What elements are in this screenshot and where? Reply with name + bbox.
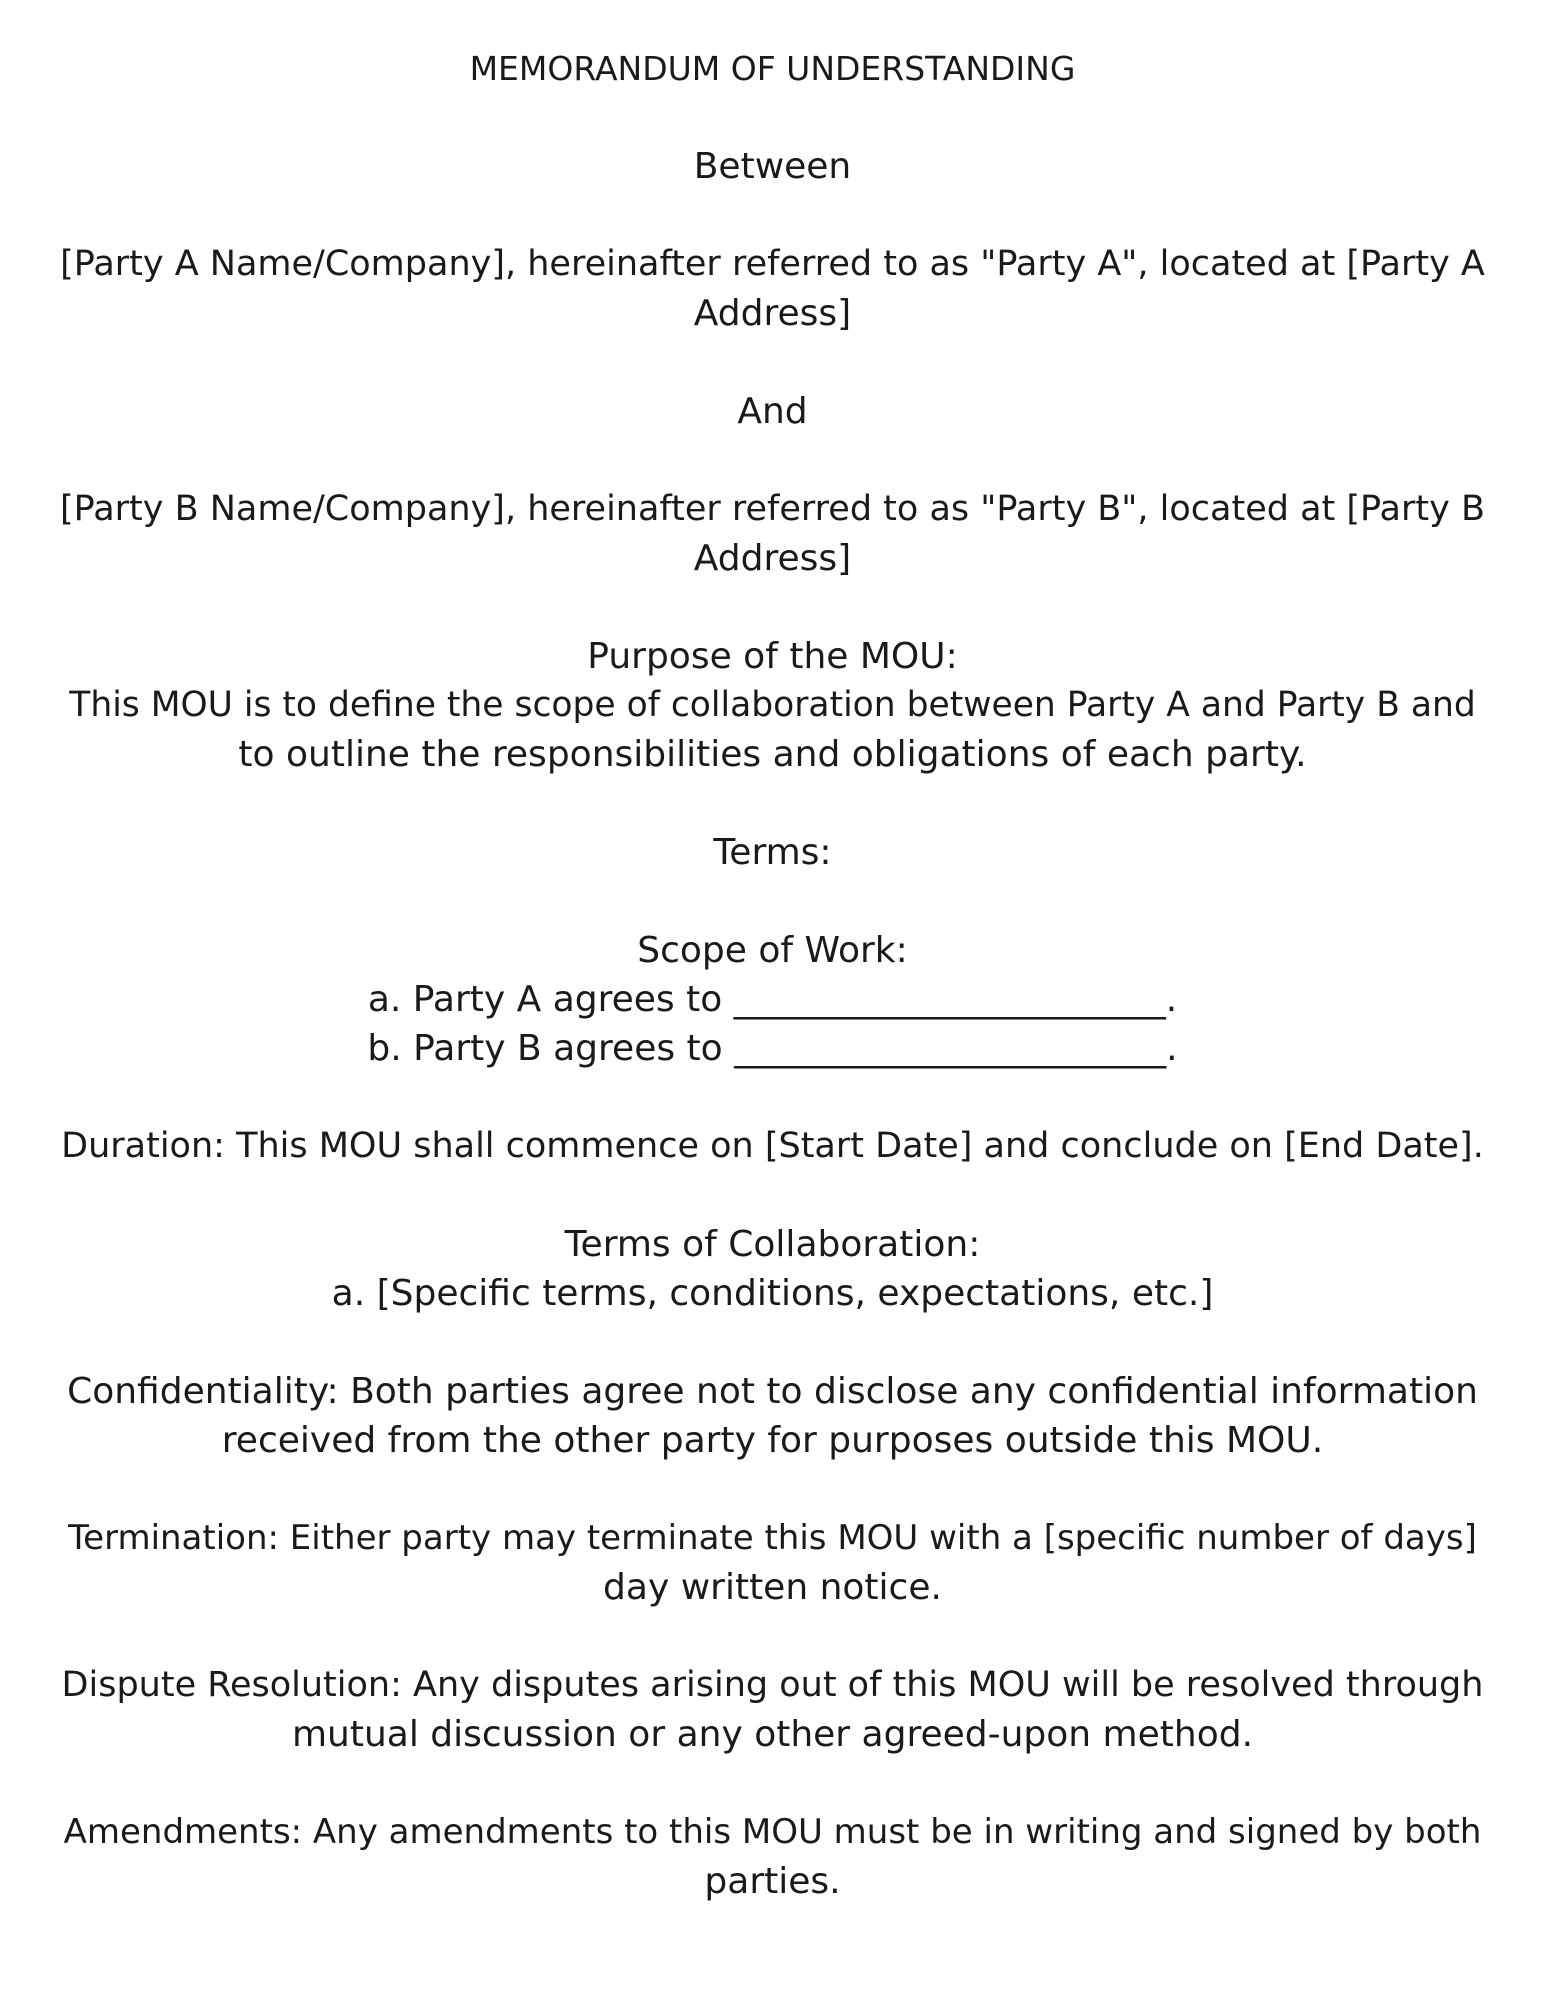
collaboration-item-a: a. [Specific terms, conditions, expectations, etc.]: [331, 1273, 1214, 1314]
purpose-line-2: to outline the responsibilities and obligations of each party.: [238, 734, 1307, 775]
document-title: [60, 44, 1485, 93]
title-text: MEMORANDUM OF UNDERSTANDING: [469, 49, 1076, 88]
and-label: [60, 387, 1485, 436]
purpose-section: [60, 632, 1485, 779]
between-label: [60, 142, 1485, 191]
termination-section: [60, 1514, 1485, 1612]
party-a-paragraph: [60, 240, 1485, 338]
and-text: And: [737, 391, 808, 432]
termination-line-1: Termination: Either party may terminate this MOU with a [specific number of days]: [68, 1518, 1477, 1558]
party-b-paragraph: [60, 485, 1485, 583]
scope-item-a: a. Party A agrees to ________________________.: [367, 979, 1178, 1020]
dispute-line-1: Dispute Resolution: Any disputes arising out of this MOU will be resolved through: [61, 1665, 1484, 1705]
purpose-heading: Purpose of the MOU:: [587, 636, 958, 677]
purpose-line-1: This MOU is to define the scope of collaboration between Party A and Party B and: [69, 685, 1476, 725]
scope-section: [60, 926, 1485, 1073]
terms-heading-text: Terms:: [713, 832, 832, 873]
scope-item-b: b. Party B agrees to ________________________.: [367, 1028, 1178, 1069]
termination-line-2: day written notice.: [603, 1567, 942, 1608]
party-b-line-2: Address]: [693, 538, 852, 579]
dispute-section: [60, 1661, 1485, 1759]
party-a-line-1: [Party A Name/Company], hereinafter referred to as "Party A", located at [Party A: [60, 244, 1485, 284]
confidentiality-line-1: Confidentiality: Both parties agree not to disclose any confidential information: [67, 1371, 1478, 1412]
dispute-line-2: mutual discussion or any other agreed-upon method.: [291, 1714, 1254, 1755]
collaboration-section: [60, 1220, 1485, 1318]
amendments-section: [60, 1808, 1485, 1906]
confidentiality-line-2: received from the other party for purposes outside this MOU.: [221, 1420, 1324, 1461]
amendments-line-2: parties.: [704, 1861, 841, 1902]
collaboration-heading: Terms of Collaboration:: [564, 1224, 981, 1265]
terms-heading: [60, 828, 1485, 877]
amendments-line-1: Amendments: Any amendments to this MOU must be in writing and signed by both: [63, 1812, 1482, 1852]
between-text: Between: [693, 146, 852, 187]
duration-text: Duration: This MOU shall commence on [Start Date] and conclude on [End Date].: [61, 1126, 1484, 1166]
duration-section: [60, 1122, 1485, 1171]
party-b-line-1: [Party B Name/Company], hereinafter referred to as "Party B", located at [Party B: [60, 489, 1485, 529]
confidentiality-section: [60, 1367, 1485, 1465]
scope-heading: Scope of Work:: [637, 930, 908, 971]
party-a-line-2: Address]: [693, 293, 852, 334]
